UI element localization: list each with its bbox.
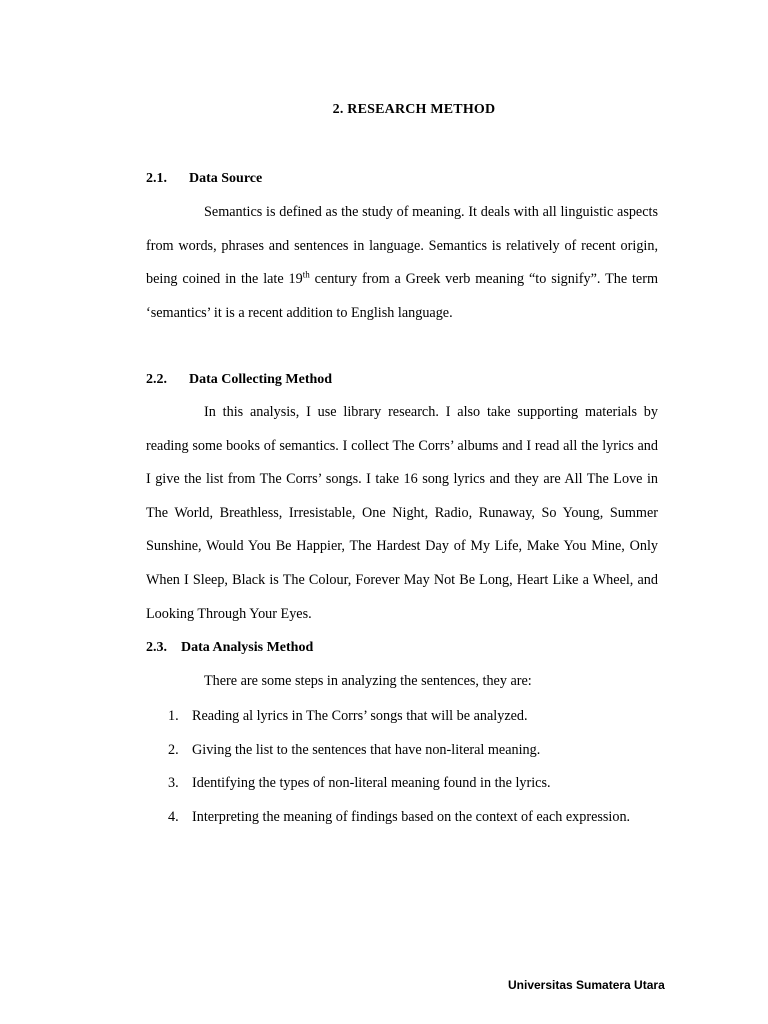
list-item — [146, 734, 658, 768]
section-number: 2.2. — [146, 372, 167, 387]
superscript: th — [302, 269, 310, 280]
section-heading-data-analysis-method — [146, 640, 313, 656]
paragraph-data-collecting-method: In this analysis, I use library research. I also take supporting materials by reading some books of semantics. I collect The Corrs’ albums and I read all the lyrics and I give the list from The Corrs’ songs. I take 16 song lyrics and they are All The Love in The World, Breathless, Irresistable, One Night, Radio, Runaway, So Young, Summer Sunshine, Would You Be Happier, The Hardest Day of My Life, Make You Mine, Only When I Sleep, Black is The Colour, Forever May Not Be Long, Heart Like a Wheel, and Looking Through Your Eyes. — [146, 404, 658, 622]
list-item-number: 2. — [168, 741, 179, 758]
paragraph-data-source — [146, 196, 658, 330]
list-item — [146, 700, 658, 734]
paragraph-text: Semantics is defined as the study of meaning. It deals with all linguistic aspects from words, phrases and sentences in language. Semantics is relatively of recent origin, being coined in the late 19 — [146, 204, 658, 288]
list-item-text: Reading al lyrics in The Corrs’ songs that will be analyzed. — [192, 708, 528, 724]
section-title: Data Analysis Method — [181, 640, 314, 655]
chapter-title: 2. RESEARCH METHOD — [332, 102, 496, 117]
list-item — [146, 767, 658, 801]
list-item-text: Interpreting the meaning of findings based on the context of each expression. — [192, 808, 631, 825]
list-item-text: Identifying the types of non-literal meaning found in the lyrics. — [192, 775, 551, 792]
analysis-steps-list — [146, 700, 658, 834]
paragraph-text: century from a Greek verb meaning “to signify”. The term ‘semantics’ it is a recent addition to English language. — [146, 271, 658, 321]
list-item-number: 4. — [168, 808, 179, 825]
paragraph-data-analysis-method: There are some steps in analyzing the sentences, they are: — [204, 673, 532, 689]
list-item-text: Giving the list to the sentences that have non-literal meaning. — [192, 741, 541, 758]
section-number: 2.1. — [146, 171, 167, 186]
list-item — [146, 801, 658, 835]
section-title: Data Collecting Method — [189, 372, 333, 387]
section-number: 2.3. — [146, 640, 167, 655]
list-item-number: 3. — [168, 775, 179, 792]
section-heading-data-source — [146, 171, 262, 187]
section-title: Data Source — [189, 171, 263, 186]
section-heading-data-collecting-method — [146, 372, 332, 388]
footer-institution: Universitas Sumatera Utara — [508, 978, 665, 992]
list-item-number: 1. — [168, 708, 179, 724]
